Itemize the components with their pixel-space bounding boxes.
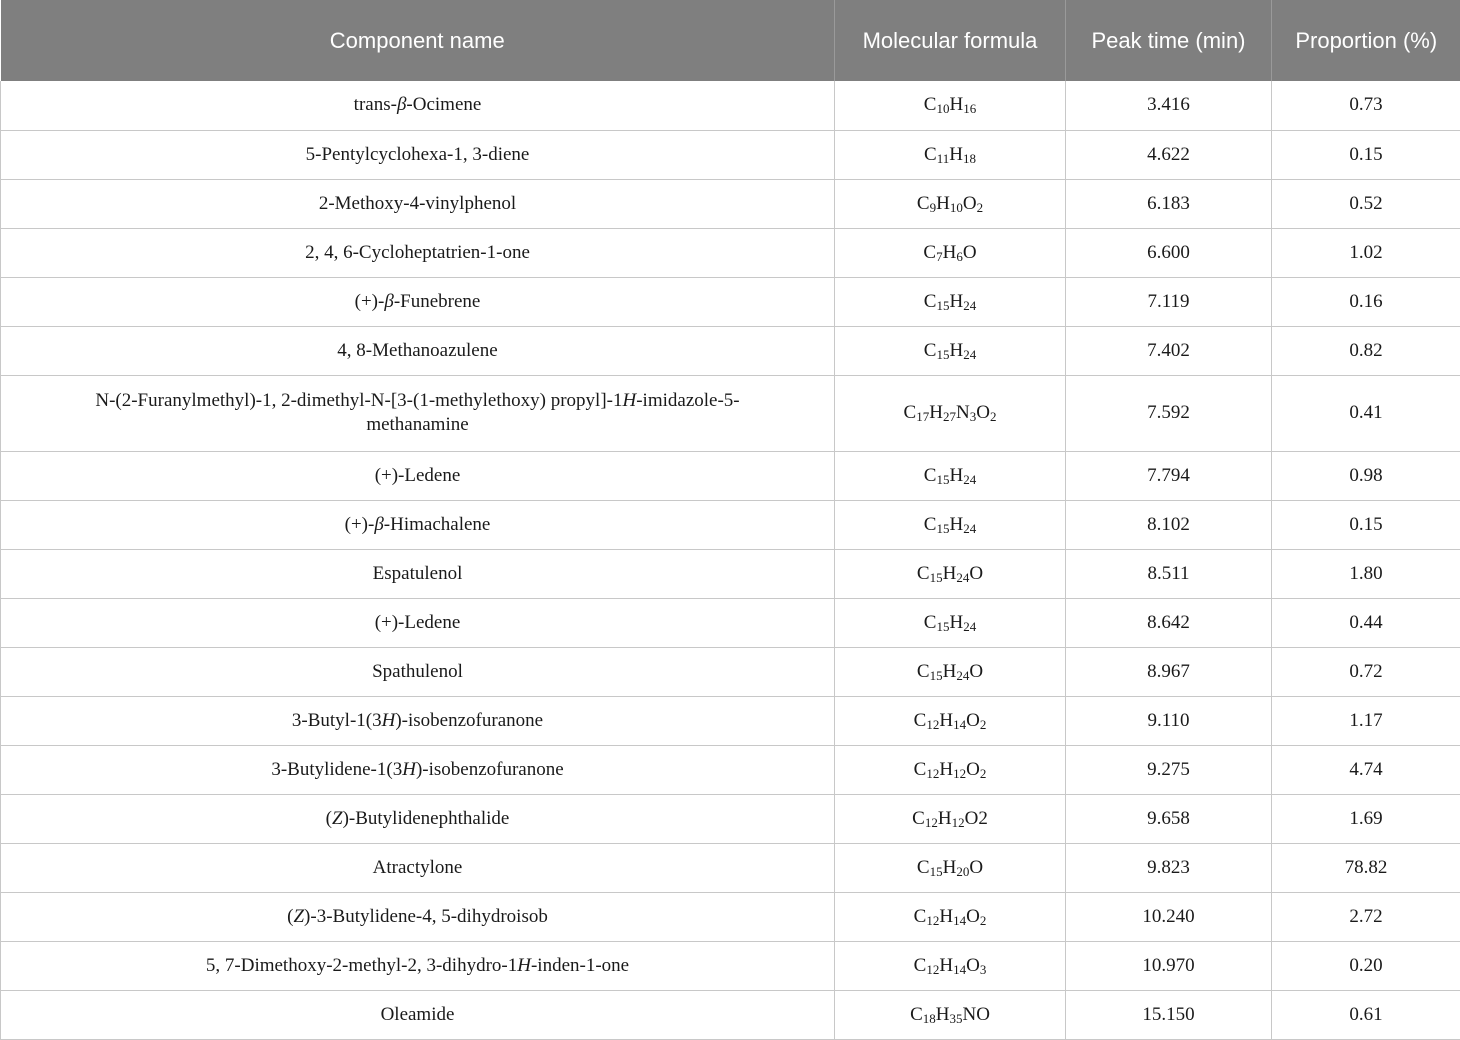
peak-time-cell: 6.183 (1066, 179, 1272, 228)
component-name-cell: 5, 7-Dimethoxy-2-methyl-2, 3-dihydro-1H-inden-1-one (1, 941, 835, 990)
table-row (1, 277, 1460, 326)
peak-time-cell: 9.658 (1066, 794, 1272, 843)
table-row (1, 326, 1460, 375)
proportion-cell: 0.16 (1272, 277, 1460, 326)
component-name-cell: Oleamide (1, 990, 835, 1039)
proportion-cell: 2.72 (1272, 892, 1460, 941)
molecular-formula-cell: $C_{18}H_{35}NO$ (835, 990, 1066, 1039)
molecular-formula-cell: $C_{11}H_{18}$ (835, 130, 1066, 179)
molecular-formula-cell: $C_{10}H_{16}$ (835, 81, 1066, 130)
table-row (1, 549, 1460, 598)
component-name-cell: (+)-Ledene (1, 598, 835, 647)
peak-time-cell: 15.150 (1066, 990, 1272, 1039)
proportion-cell: 0.72 (1272, 647, 1460, 696)
peak-time-cell: 6.600 (1066, 228, 1272, 277)
component-name-cell: N-(2-Furanylmethyl)-1, 2-dimethyl-N-[3-(1-methylethoxy) propyl]-1H-imidazole-5-methanamine (1, 375, 835, 451)
proportion-cell: 1.80 (1272, 549, 1460, 598)
molecular-formula-cell: $C_{15}H_{24}$ (835, 451, 1066, 500)
table-row (1, 941, 1460, 990)
molecular-formula-cell: $C_{15}H_{24}$ (835, 500, 1066, 549)
peak-time-cell: 7.794 (1066, 451, 1272, 500)
peak-time-cell: 7.402 (1066, 326, 1272, 375)
proportion-cell: 0.52 (1272, 179, 1460, 228)
table-row (1, 696, 1460, 745)
component-name-cell: (+)-β-Himachalene (1, 500, 835, 549)
peak-time-cell: 8.102 (1066, 500, 1272, 549)
component-name-cell: (Z)-Butylidenephthalide (1, 794, 835, 843)
molecular-formula-cell: $C_7H_6O$ (835, 228, 1066, 277)
table-row (1, 451, 1460, 500)
molecular-formula-cell: $C_{12}H_{14}O_3$ (835, 941, 1066, 990)
header-row (1, 0, 1460, 81)
proportion-cell: 0.82 (1272, 326, 1460, 375)
component-name-cell: 3-Butylidene-1(3H)-isobenzofuranone (1, 745, 835, 794)
peak-time-cell: 8.967 (1066, 647, 1272, 696)
table-row (1, 745, 1460, 794)
table-row (1, 179, 1460, 228)
molecular-formula-cell: $C_{12}H_{12}O_2$ (835, 745, 1066, 794)
component-name-cell: 3-Butyl-1(3H)-isobenzofuranone (1, 696, 835, 745)
proportion-cell: 4.74 (1272, 745, 1460, 794)
header-peak-time: Peak time (min) (1066, 0, 1272, 81)
table-row (1, 228, 1460, 277)
peak-time-cell: 7.592 (1066, 375, 1272, 451)
component-name-cell: Espatulenol (1, 549, 835, 598)
proportion-cell: 0.15 (1272, 130, 1460, 179)
table-row (1, 375, 1460, 451)
proportion-cell: 1.69 (1272, 794, 1460, 843)
molecular-formula-cell: $C_9H_{10}O_2$ (835, 179, 1066, 228)
peak-time-cell: 9.110 (1066, 696, 1272, 745)
proportion-cell: 0.20 (1272, 941, 1460, 990)
peak-time-cell: 8.511 (1066, 549, 1272, 598)
table-row (1, 647, 1460, 696)
proportion-cell: 78.82 (1272, 843, 1460, 892)
component-name-cell: 4, 8-Methanoazulene (1, 326, 835, 375)
table-row (1, 990, 1460, 1039)
molecular-formula-cell: $C_{15}H_{24}O$ (835, 549, 1066, 598)
table-row (1, 130, 1460, 179)
molecular-formula-cell: $C_{12}H_{14}O_2$ (835, 696, 1066, 745)
peak-time-cell: 3.416 (1066, 81, 1272, 130)
molecular-formula-cell: $C_{15}H_{24}$ (835, 277, 1066, 326)
component-name-cell: 5-Pentylcyclohexa-1, 3-diene (1, 130, 835, 179)
component-name-cell: Spathulenol (1, 647, 835, 696)
proportion-cell: 0.73 (1272, 81, 1460, 130)
proportion-cell: 0.61 (1272, 990, 1460, 1039)
component-name-cell: (Z)-3-Butylidene-4, 5-dihydroisob (1, 892, 835, 941)
component-name-cell: (+)-β-Funebrene (1, 277, 835, 326)
molecular-formula-cell: $C_{15}H_{24}$ (835, 326, 1066, 375)
proportion-cell: 1.02 (1272, 228, 1460, 277)
component-name-cell: trans-β-Ocimene (1, 81, 835, 130)
peak-time-cell: 10.970 (1066, 941, 1272, 990)
peak-time-cell: 7.119 (1066, 277, 1272, 326)
molecular-formula-cell: $C_{15}H_{20}O$ (835, 843, 1066, 892)
molecular-formula-cell: $C_{12}H_{12}O2$ (835, 794, 1066, 843)
peak-time-cell: 9.823 (1066, 843, 1272, 892)
component-name-cell: 2-Methoxy-4-vinylphenol (1, 179, 835, 228)
header-proportion: Proportion (%) (1272, 0, 1460, 81)
molecular-formula-cell: $C_{15}H_{24}O$ (835, 647, 1066, 696)
component-name-cell: Atractylone (1, 843, 835, 892)
peak-time-cell: 10.240 (1066, 892, 1272, 941)
table-row (1, 598, 1460, 647)
proportion-cell: 0.15 (1272, 500, 1460, 549)
molecular-formula-cell: $C_{17}H_{27}N_3O_2$ (835, 375, 1066, 451)
table-row (1, 843, 1460, 892)
table-row (1, 892, 1460, 941)
component-name-cell: (+)-Ledene (1, 451, 835, 500)
header-component-name: Component name (1, 0, 835, 81)
peak-time-cell: 9.275 (1066, 745, 1272, 794)
peak-time-cell: 4.622 (1066, 130, 1272, 179)
table-row (1, 794, 1460, 843)
table-row (1, 81, 1460, 130)
component-name-cell: 2, 4, 6-Cycloheptatrien-1-one (1, 228, 835, 277)
molecular-formula-cell: $C_{12}H_{14}O_2$ (835, 892, 1066, 941)
table-row (1, 500, 1460, 549)
proportion-cell: 0.44 (1272, 598, 1460, 647)
peak-time-cell: 8.642 (1066, 598, 1272, 647)
header-molecular-formula: Molecular formula (835, 0, 1066, 81)
molecular-formula-cell: $C_{15}H_{24}$ (835, 598, 1066, 647)
proportion-cell: 0.41 (1272, 375, 1460, 451)
proportion-cell: 0.98 (1272, 451, 1460, 500)
proportion-cell: 1.17 (1272, 696, 1460, 745)
